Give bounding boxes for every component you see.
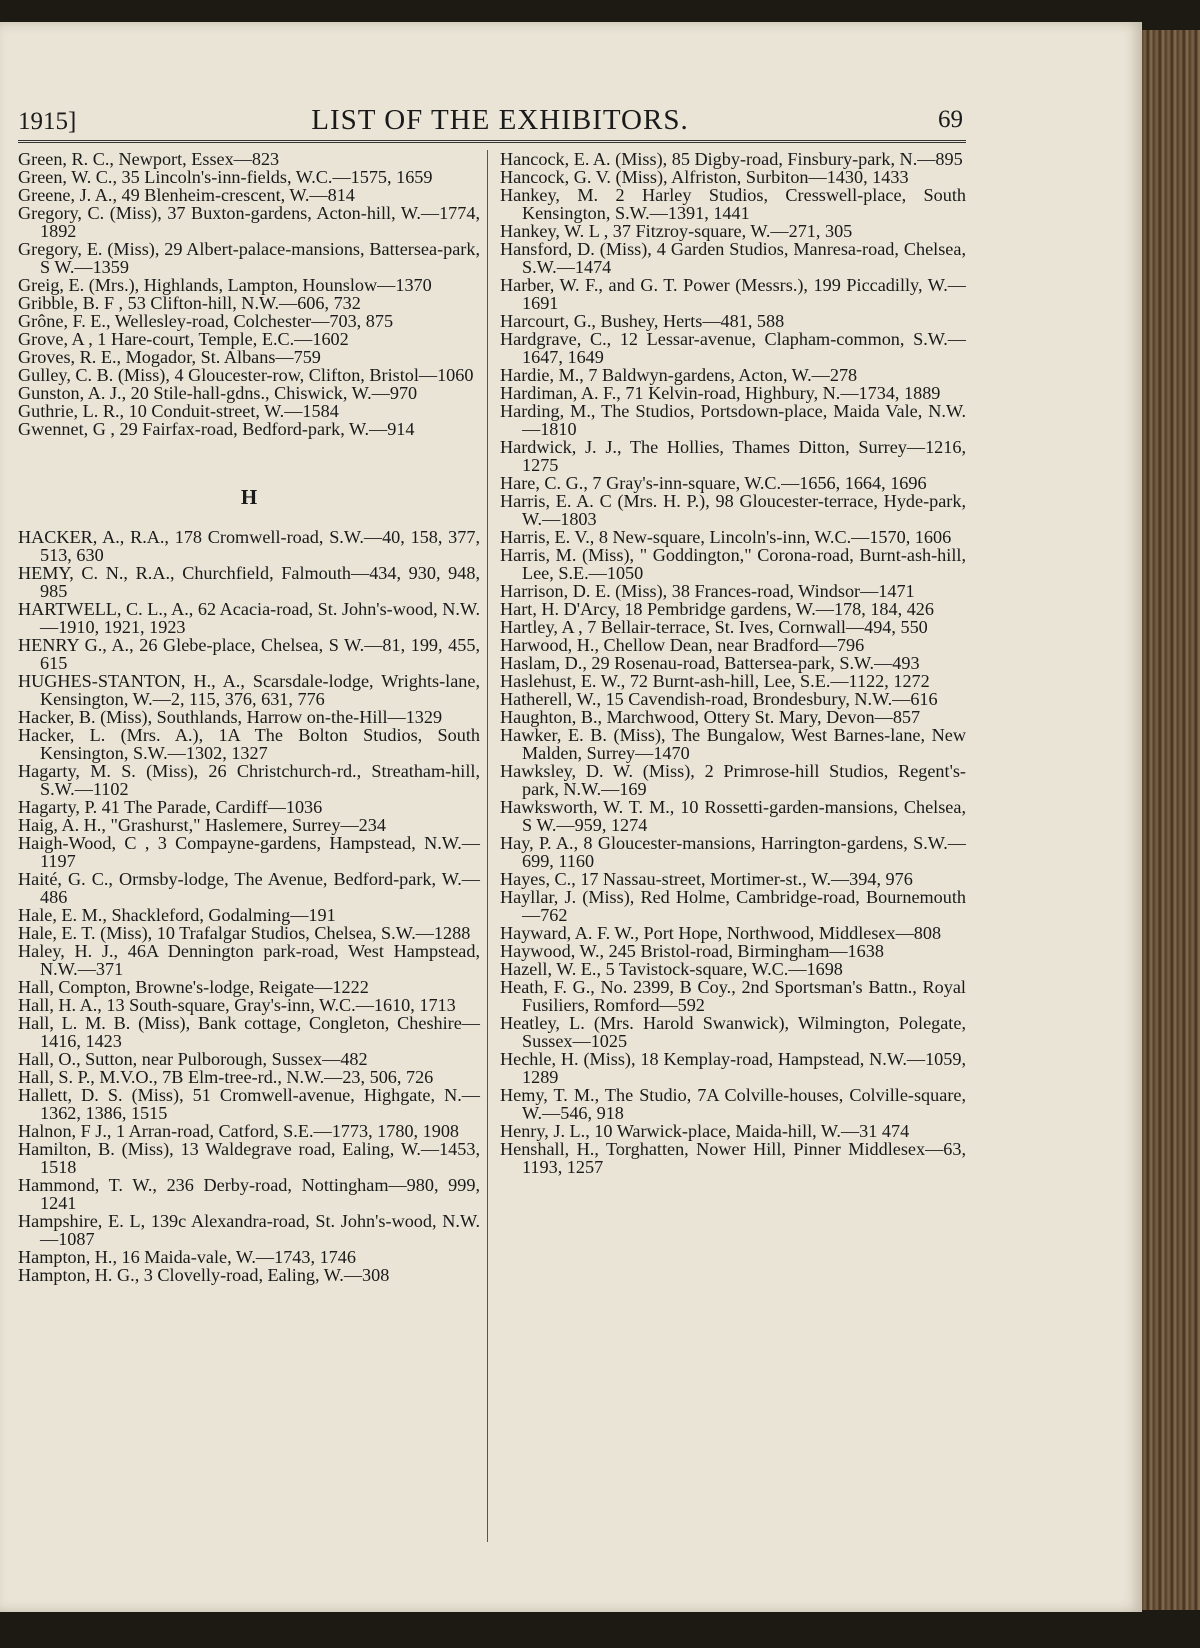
exhibitor-entry: Haywood, W., 245 Bristol-road, Birmingham—1638 xyxy=(500,941,884,961)
exhibitor-entry: Henshall, H., Torghatten, Nower Hill, Pinner Middlesex—63, 1193, 1257 xyxy=(500,1139,966,1177)
exhibitor-entry: Hatherell, W., 15 Cavendish-road, Brondesbury, N.W.—616 xyxy=(500,689,938,709)
exhibitor-entry: Hampshire, E. L, 139c Alexandra-road, St. John's-wood, N.W.—1087 xyxy=(18,1211,480,1249)
exhibitor-entry: Hall, H. A., 13 South-square, Gray's-inn, W.C.—1610, 1713 xyxy=(18,995,456,1015)
exhibitor-entry: Groves, R. E., Mogador, St. Albans—759 xyxy=(18,347,321,367)
exhibitor-entry: Grove, A , 1 Hare-court, Temple, E.C.—1602 xyxy=(18,329,349,349)
exhibitor-entry: Gregory, C. (Miss), 37 Buxton-gardens, Acton-hill, W.—1774, 1892 xyxy=(18,203,480,241)
exhibitor-entry: Hankey, M. 2 Harley Studios, Cresswell-place, South Kensington, S.W.—1391, 1441 xyxy=(500,185,966,223)
exhibitor-entry: Green, W. C., 35 Lincoln's-inn-fields, W.C.—1575, 1659 xyxy=(18,167,433,187)
exhibitor-entry: Hankey, W. L , 37 Fitzroy-square, W.—271, 305 xyxy=(500,221,853,241)
exhibitor-entry: Hardwick, J. J., The Hollies, Thames Ditton, Surrey—1216, 1275 xyxy=(500,437,966,475)
exhibitor-entry: Harris, E. V., 8 New-square, Lincoln's-inn, W.C.—1570, 1606 xyxy=(500,527,952,547)
book-spine xyxy=(1142,30,1200,1610)
exhibitor-entry: Hampton, H. G., 3 Clovelly-road, Ealing, W.—308 xyxy=(18,1265,390,1285)
column-divider xyxy=(487,150,488,1542)
exhibitor-entry: Hall, O., Sutton, near Pulborough, Sussex—482 xyxy=(18,1049,368,1069)
exhibitor-entry: Haig, A. H., "Grashurst," Haslemere, Surrey—234 xyxy=(18,815,386,835)
exhibitor-entry: Harcourt, G., Bushey, Herts—481, 588 xyxy=(500,311,785,331)
exhibitor-entry: Hagarty, P. 41 The Parade, Cardiff—1036 xyxy=(18,797,323,817)
exhibitor-entry: Gulley, C. B. (Miss), 4 Gloucester-row, Clifton, Bristol—1060 xyxy=(18,365,474,385)
exhibitor-entry: Gwennet, G , 29 Fairfax-road, Bedford-park, W.—914 xyxy=(18,419,415,439)
exhibitor-entry: Hardie, M., 7 Baldwyn-gardens, Acton, W.—278 xyxy=(500,365,858,385)
exhibitor-entry: Haité, G. C., Ormsby-lodge, The Avenue, Bedford-park, W.—486 xyxy=(18,869,480,907)
exhibitor-entry: Harrison, D. E. (Miss), 38 Frances-road, Windsor—1471 xyxy=(500,581,915,601)
exhibitor-entry: Hallett, D. S. (Miss), 51 Cromwell-avenue, Highgate, N.—1362, 1386, 1515 xyxy=(18,1085,480,1123)
exhibitor-entry: Guthrie, L. R., 10 Conduit-street, W.—1584 xyxy=(18,401,339,421)
exhibitor-entry: Hall, S. P., M.V.O., 7B Elm-tree-rd., N.W.—23, 506, 726 xyxy=(18,1067,434,1087)
exhibitor-entry: Harris, E. A. C (Mrs. H. P.), 98 Gloucester-terrace, Hyde-park, W.—1803 xyxy=(500,491,966,529)
exhibitor-entry: Haley, H. J., 46A Dennington park-road, West Hampstead, N.W.—371 xyxy=(18,941,480,979)
page-number: 69 xyxy=(938,106,963,133)
exhibitor-entry: Hayes, C., 17 Nassau-street, Mortimer-st., W.—394, 976 xyxy=(500,869,913,889)
exhibitor-entry: Haughton, B., Marchwood, Ottery St. Mary, Devon—857 xyxy=(500,707,921,727)
header-title: LIST OF THE EXHIBITORS. xyxy=(311,104,689,136)
running-header xyxy=(0,78,1142,138)
exhibitor-entry: Hampton, H., 16 Maida-vale, W.—1743, 1746 xyxy=(18,1247,356,1267)
left-column xyxy=(18,150,480,1284)
exhibitor-entry: HENRY G., A., 26 Glebe-place, Chelsea, S W.—81, 199, 455, 615 xyxy=(18,635,480,673)
exhibitor-entry: Harber, W. F., and G. T. Power (Messrs.), 199 Piccadilly, W.—1691 xyxy=(500,275,966,313)
exhibitor-entry: Hancock, E. A. (Miss), 85 Digby-road, Finsbury-park, N.—895 xyxy=(500,149,963,169)
exhibitor-entry: Gunston, A. J., 20 Stile-hall-gdns., Chiswick, W.—970 xyxy=(18,383,418,403)
right-entries xyxy=(500,150,966,1176)
exhibitor-entry: Hale, E. T. (Miss), 10 Trafalgar Studios, Chelsea, S.W.—1288 xyxy=(18,923,471,943)
h-entries xyxy=(18,528,480,1284)
book-page xyxy=(0,22,1142,1612)
exhibitor-entry: Hall, L. M. B. (Miss), Bank cottage, Congleton, Cheshire—1416, 1423 xyxy=(18,1013,480,1051)
header-rule xyxy=(18,140,966,143)
exhibitor-entry: Hardiman, A. F., 71 Kelvin-road, Highbury, N.—1734, 1889 xyxy=(500,383,941,403)
exhibitor-entry: HACKER, A., R.A., 178 Cromwell-road, S.W.—40, 158, 377, 513, 630 xyxy=(18,527,480,565)
exhibitor-entry: Hagarty, M. S. (Miss), 26 Christchurch-rd., Streatham-hill, S.W.—1102 xyxy=(18,761,480,799)
exhibitor-entry: Hart, H. D'Arcy, 18 Pembridge gardens, W.—178, 184, 426 xyxy=(500,599,934,619)
exhibitor-entry: Hacker, L. (Mrs. A.), 1A The Bolton Studios, South Kensington, S.W.—1302, 1327 xyxy=(18,725,480,763)
header-year: 1915] xyxy=(18,108,77,135)
exhibitor-entry: Hartley, A , 7 Bellair-terrace, St. Ives, Cornwall—494, 550 xyxy=(500,617,928,637)
exhibitor-entry: Hall, Compton, Browne's-lodge, Reigate—1222 xyxy=(18,977,369,997)
exhibitor-entry: Hawker, E. B. (Miss), The Bungalow, West Barnes-lane, New Malden, Surrey—1470 xyxy=(500,725,966,763)
exhibitor-entry: HUGHES-STANTON, H., A., Scarsdale-lodge, Wrights-lane, Kensington, W.—2, 115, 376, 631, 776 xyxy=(18,671,480,709)
exhibitor-entry: Hemy, T. M., The Studio, 7A Colville-houses, Colville-square, W.—546, 918 xyxy=(500,1085,966,1123)
right-column xyxy=(500,150,966,1176)
exhibitor-entry: Grône, F. E., Wellesley-road, Colchester—703, 875 xyxy=(18,311,394,331)
exhibitor-entry: HEMY, C. N., R.A., Churchfield, Falmouth—434, 930, 948, 985 xyxy=(18,563,480,601)
exhibitor-entry: Hancock, G. V. (Miss), Alfriston, Surbiton—1430, 1433 xyxy=(500,167,909,187)
exhibitor-entry: Hawksworth, W. T. M., 10 Rossetti-garden-mansions, Chelsea, S W.—959, 1274 xyxy=(500,797,966,835)
exhibitor-entry: Hayllar, J. (Miss), Red Holme, Cambridge-road, Bournemouth—762 xyxy=(500,887,966,925)
exhibitor-entry: Hardgrave, C., 12 Lessar-avenue, Clapham-common, S.W.—1647, 1649 xyxy=(500,329,966,367)
g-entries xyxy=(18,150,480,438)
exhibitor-entry: Hayward, A. F. W., Port Hope, Northwood, Middlesex—808 xyxy=(500,923,942,943)
exhibitor-entry: Hammond, T. W., 236 Derby-road, Nottingham—980, 999, 1241 xyxy=(18,1175,480,1213)
exhibitor-entry: Gregory, E. (Miss), 29 Albert-palace-mansions, Battersea-park, S W.—1359 xyxy=(18,239,480,277)
exhibitor-entry: Hazell, W. E., 5 Tavistock-square, W.C.—1698 xyxy=(500,959,843,979)
exhibitor-entry: Haslam, D., 29 Rosenau-road, Battersea-park, S.W.—493 xyxy=(500,653,920,673)
exhibitor-entry: Green, R. C., Newport, Essex—823 xyxy=(18,149,280,169)
exhibitor-entry: Harris, M. (Miss), " Goddington," Corona-road, Burnt-ash-hill, Lee, S.E.—1050 xyxy=(500,545,966,583)
exhibitor-entry: Haslehust, E. W., 72 Burnt-ash-hill, Lee, S.E.—1122, 1272 xyxy=(500,671,930,691)
exhibitor-entry: Greig, E. (Mrs.), Highlands, Lampton, Hounslow—1370 xyxy=(18,275,432,295)
exhibitor-entry: Hay, P. A., 8 Gloucester-mansions, Harrington-gardens, S.W.—699, 1160 xyxy=(500,833,966,871)
exhibitor-entry: HARTWELL, C. L., A., 62 Acacia-road, St. John's-wood, N.W.—1910, 1921, 1923 xyxy=(18,599,480,637)
exhibitor-entry: Heath, F. G., No. 2399, B Coy., 2nd Sportsman's Battn., Royal Fusiliers, Romford—592 xyxy=(500,977,966,1015)
exhibitor-entry: Hansford, D. (Miss), 4 Garden Studios, Manresa-road, Chelsea, S.W.—1474 xyxy=(500,239,966,277)
exhibitor-entry: Harding, M., The Studios, Portsdown-place, Maida Vale, N.W.—1810 xyxy=(500,401,966,439)
section-heading-h: H xyxy=(240,485,258,509)
exhibitor-entry: Hawksley, D. W. (Miss), 2 Primrose-hill Studios, Regent's-park, N.W.—169 xyxy=(500,761,966,799)
exhibitor-entry: Greene, J. A., 49 Blenheim-crescent, W.—814 xyxy=(18,185,355,205)
exhibitor-entry: Heatley, L. (Mrs. Harold Swanwick), Wilmington, Polegate, Sussex—1025 xyxy=(500,1013,966,1051)
exhibitor-entry: Henry, J. L., 10 Warwick-place, Maida-hill, W.—31 474 xyxy=(500,1121,910,1141)
exhibitor-entry: Hamilton, B. (Miss), 13 Waldegrave road, Ealing, W.—1453, 1518 xyxy=(18,1139,480,1177)
exhibitor-entry: Halnon, F J., 1 Arran-road, Catford, S.E.—1773, 1780, 1908 xyxy=(18,1121,460,1141)
exhibitor-entry: Hare, C. G., 7 Gray's-inn-square, W.C.—1656, 1664, 1696 xyxy=(500,473,927,493)
exhibitor-entry: Hale, E. M., Shackleford, Godalming—191 xyxy=(18,905,336,925)
exhibitor-entry: Haigh-Wood, C , 3 Compayne-gardens, Hampstead, N.W.—1197 xyxy=(18,833,480,871)
exhibitor-entry: Harwood, H., Chellow Dean, near Bradford—796 xyxy=(500,635,865,655)
exhibitor-entry: Gribble, B. F , 53 Clifton-hill, N.W.—606, 732 xyxy=(18,293,361,313)
exhibitor-entry: Hacker, B. (Miss), Southlands, Harrow on-the-Hill—1329 xyxy=(18,707,443,727)
exhibitor-entry: Hechle, H. (Miss), 18 Kemplay-road, Hampstead, N.W.—1059, 1289 xyxy=(500,1049,966,1087)
